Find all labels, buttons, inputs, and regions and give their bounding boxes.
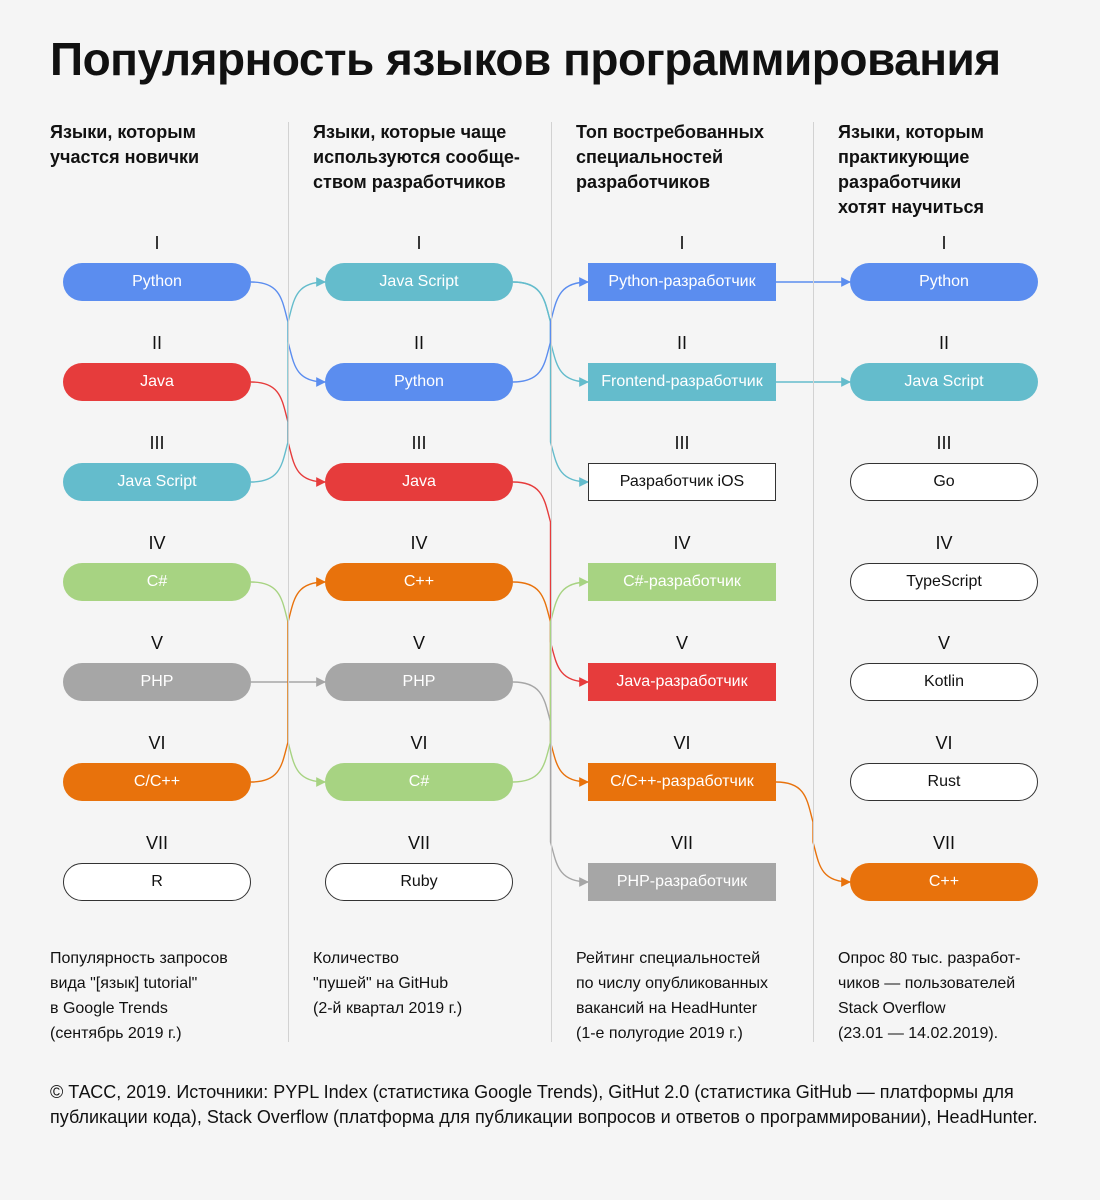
ranking-item: Python bbox=[325, 363, 513, 401]
column-footnote-line: чиков — пользователей bbox=[838, 975, 1016, 992]
ranking-item: Go bbox=[850, 463, 1038, 501]
ranking-item: Rust bbox=[850, 763, 1038, 801]
source-note: © ТАСС, 2019. Источники: PYPL Index (статистика Google Trends), GitHut 2.0 (статистика GitHub — платформы для публикации кода), Stack Overflow (платформа для публикации вопросов и ответов о программировании), HeadHunter. bbox=[50, 1082, 1038, 1127]
rank-label: II bbox=[151, 333, 162, 353]
column-header bbox=[576, 120, 764, 195]
rank-label: I bbox=[416, 233, 422, 253]
rank-label: VI bbox=[935, 733, 953, 753]
rank-label: II bbox=[676, 333, 687, 353]
column-footnote-line: Количество bbox=[313, 950, 399, 967]
rank-label: IV bbox=[148, 533, 166, 553]
column-footnote bbox=[838, 946, 1020, 1046]
ranking-item: Python-разработчик bbox=[588, 263, 776, 301]
rank-label: I bbox=[679, 233, 685, 253]
ranking-item: TypeScript bbox=[850, 563, 1038, 601]
rank-label: VII bbox=[145, 833, 168, 853]
ranking-item: PHP bbox=[63, 663, 251, 701]
column-header-line: Языки, которые чаще bbox=[313, 122, 507, 142]
rank-label: IV bbox=[673, 533, 691, 553]
ranking-item: C# bbox=[63, 563, 251, 601]
column-header-line: участся новички bbox=[50, 147, 200, 167]
ranking-item: Разработчик iOS bbox=[588, 463, 776, 501]
column-footnote-line: вакансий на HeadHunter bbox=[576, 1000, 758, 1017]
column-header-line: специальностей bbox=[576, 147, 724, 167]
ranking-item: Python bbox=[63, 263, 251, 301]
column-header-line: используются сообще- bbox=[313, 147, 520, 167]
rank-label: I bbox=[941, 233, 947, 253]
column-header-line: практикующие bbox=[838, 147, 970, 167]
ranking-item: C# bbox=[325, 763, 513, 801]
rank-label: V bbox=[412, 633, 425, 653]
ranking-item: C/C++-разработчик bbox=[588, 763, 776, 801]
rank-label: III bbox=[936, 433, 952, 453]
column-footnote-line: (23.01 — 14.02.2019). bbox=[838, 1025, 999, 1042]
column-header-line: разработчиков bbox=[576, 172, 711, 192]
ranking-item: C++ bbox=[325, 563, 513, 601]
ranking-item: Kotlin bbox=[850, 663, 1038, 701]
rank-label: IV bbox=[410, 533, 428, 553]
rank-label: V bbox=[150, 633, 163, 653]
rank-label: V bbox=[937, 633, 950, 653]
column-header-line: ством разработчиков bbox=[313, 172, 506, 192]
column-header bbox=[838, 120, 984, 220]
ranking-item: Java Script bbox=[850, 363, 1038, 401]
rank-label: VI bbox=[410, 733, 428, 753]
rank-label: III bbox=[411, 433, 427, 453]
rank-label: VII bbox=[932, 833, 955, 853]
rank-label: II bbox=[413, 333, 424, 353]
rank-label: V bbox=[675, 633, 688, 653]
ranking-item: Java Script bbox=[325, 263, 513, 301]
column-footnote-line: вида "[язык] tutorial" bbox=[50, 975, 198, 992]
column-header-line: хотят научиться bbox=[838, 197, 985, 217]
column-footnote-line: по числу опубликованных bbox=[576, 975, 768, 992]
column-header bbox=[313, 120, 520, 195]
column-footnote bbox=[50, 946, 228, 1046]
column-header bbox=[50, 120, 199, 170]
column-footnote-line: Популярность запросов bbox=[50, 950, 228, 967]
column-header-line: разработчики bbox=[838, 172, 962, 192]
ranking-item: PHP-разработчик bbox=[588, 863, 776, 901]
ranking-item: Python bbox=[850, 263, 1038, 301]
column-footnote-line: "пушей" на GitHub bbox=[313, 975, 449, 992]
rank-label: VI bbox=[148, 733, 166, 753]
ranking-item: PHP bbox=[325, 663, 513, 701]
ranking-item: Ruby bbox=[325, 863, 513, 901]
rank-label: III bbox=[149, 433, 165, 453]
column-footnote bbox=[576, 946, 768, 1046]
column-footnote-line: (1-е полугодие 2019 г.) bbox=[576, 1025, 743, 1042]
rank-label: I bbox=[154, 233, 160, 253]
column-header-line: Языки, которым bbox=[50, 122, 196, 142]
ranking-item: Java bbox=[63, 363, 251, 401]
column-footnote-line: Stack Overflow bbox=[838, 1000, 946, 1017]
column-footnote-line: (2-й квартал 2019 г.) bbox=[313, 1000, 463, 1017]
ranking-item: C++ bbox=[850, 863, 1038, 901]
ranking-item: R bbox=[63, 863, 251, 901]
ranking-item: C/C++ bbox=[63, 763, 251, 801]
column-footnote-line: Опрос 80 тыс. разработ- bbox=[838, 950, 1021, 967]
rank-label: III bbox=[674, 433, 690, 453]
column-divider bbox=[551, 122, 552, 1042]
ranking-item: Java bbox=[325, 463, 513, 501]
rank-label: II bbox=[938, 333, 949, 353]
column-header-line: Топ востребованных bbox=[576, 122, 764, 142]
column-footnote-line: в Google Trends bbox=[50, 1000, 168, 1017]
rank-label: VII bbox=[670, 833, 693, 853]
page-title: Популярность языков программирования bbox=[50, 33, 1001, 85]
ranking-item: Java-разработчик bbox=[588, 663, 776, 701]
column-footnote-line: (сентябрь 2019 г.) bbox=[50, 1025, 182, 1042]
rank-label: IV bbox=[935, 533, 953, 553]
column-footnote bbox=[313, 946, 462, 1021]
column-divider bbox=[288, 122, 289, 1042]
column-header-line: Языки, которым bbox=[838, 122, 984, 142]
rank-label: VI bbox=[673, 733, 691, 753]
ranking-item: Frontend-разработчик bbox=[588, 363, 776, 401]
rank-label: VII bbox=[407, 833, 430, 853]
column-footnote-line: Рейтинг специальностей bbox=[576, 950, 761, 967]
ranking-item: C#-разработчик bbox=[588, 563, 776, 601]
ranking-item: Java Script bbox=[63, 463, 251, 501]
column-divider bbox=[813, 122, 814, 1042]
